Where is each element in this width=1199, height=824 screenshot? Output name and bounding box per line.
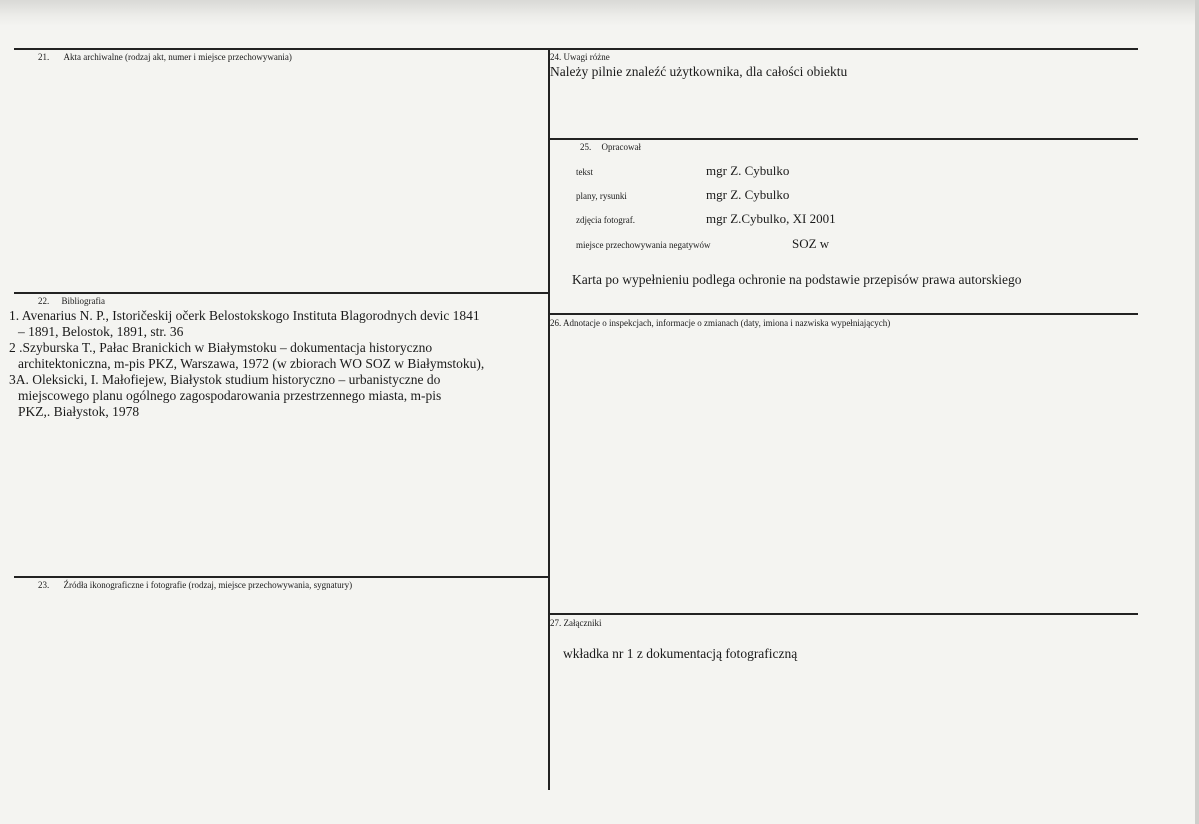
rule-s23 xyxy=(14,576,549,578)
section-24-label: 24. Uwagi różne xyxy=(550,52,610,62)
author-row-value: SOZ w xyxy=(792,236,830,251)
author-row-label: zdjęcia fotograf. xyxy=(576,215,635,225)
scan-edge-right xyxy=(1195,0,1199,824)
section-21-label: Akta archiwalne (rodzaj akt, numer i miejsce przechowywania) xyxy=(63,52,292,62)
author-row-value: mgr Z.Cybulko, XI 2001 xyxy=(706,211,836,226)
rule-s26 xyxy=(549,313,1138,315)
section-26-label: 26. Adnotacje o inspekcjach, informacje o zmianach (daty, imiona i nazwiska wypełniających) xyxy=(550,318,891,328)
section-22-number: 22. xyxy=(38,296,50,306)
section-22-label: Bibliografia xyxy=(61,296,105,306)
section-22-header xyxy=(38,296,105,306)
section-24-text: Należy pilnie znaleźć użytkownika, dla całości obiektu xyxy=(550,64,848,79)
top-rule xyxy=(14,48,1138,50)
section-23-header xyxy=(38,580,352,590)
bibliography-entry: 2 .Szyburska T., Pałac Branickich w Białymstoku – dokumentacja historyczno architektoniczna, m-pis PKZ, Warszawa, 1972 (w zbiorach WO SOZ w Białymstoku), xyxy=(9,340,485,371)
copyright-note: Karta po wypełnieniu podlega ochronie na podstawie przepisów prawa autorskiego xyxy=(572,272,1022,287)
bibliography-list xyxy=(9,308,539,420)
author-row-value: mgr Z. Cybulko xyxy=(706,163,790,178)
bibliography-entry: 1. Avenarius N. P., Istoričeskij očerk Belostokskogo Instituta Blagorodnych devic 1841 – 1891, Belostok, 1891, str. 36 xyxy=(9,308,480,339)
author-row-label: plany, rysunki xyxy=(576,191,627,201)
section-25-label: Opracował xyxy=(601,142,641,152)
section-27-text: wkładka nr 1 z dokumentacją fotograficzną xyxy=(563,646,798,661)
scan-edge xyxy=(0,0,1199,26)
section-23-label: Źródła ikonograficzne i fotografie (rodzaj, miejsce przechowywania, sygnatury) xyxy=(63,580,353,590)
section-21-header xyxy=(38,52,292,62)
rule-s25 xyxy=(549,138,1138,140)
author-row-label: miejsce przechowywania negatywów xyxy=(576,240,711,250)
center-divider xyxy=(548,48,550,790)
section-25-number: 25. xyxy=(580,142,592,152)
rule-s27 xyxy=(549,613,1138,615)
author-row-label: tekst xyxy=(576,167,593,177)
bibliography-entry: 3A. Oleksicki, I. Małofiejew, Białystok studium historyczno – urbanistyczne do miejscowego planu ogólnego zagospodarowania przestrzennego miasta, m-pis PKZ,. Białystok, 1978 xyxy=(9,372,442,419)
rule-s22 xyxy=(14,292,549,294)
section-23-number: 23. xyxy=(38,580,50,590)
section-21-number: 21. xyxy=(38,52,50,62)
author-row-value: mgr Z. Cybulko xyxy=(706,187,790,202)
section-25-header xyxy=(580,142,641,152)
section-27-label: 27. Załączniki xyxy=(550,618,602,628)
